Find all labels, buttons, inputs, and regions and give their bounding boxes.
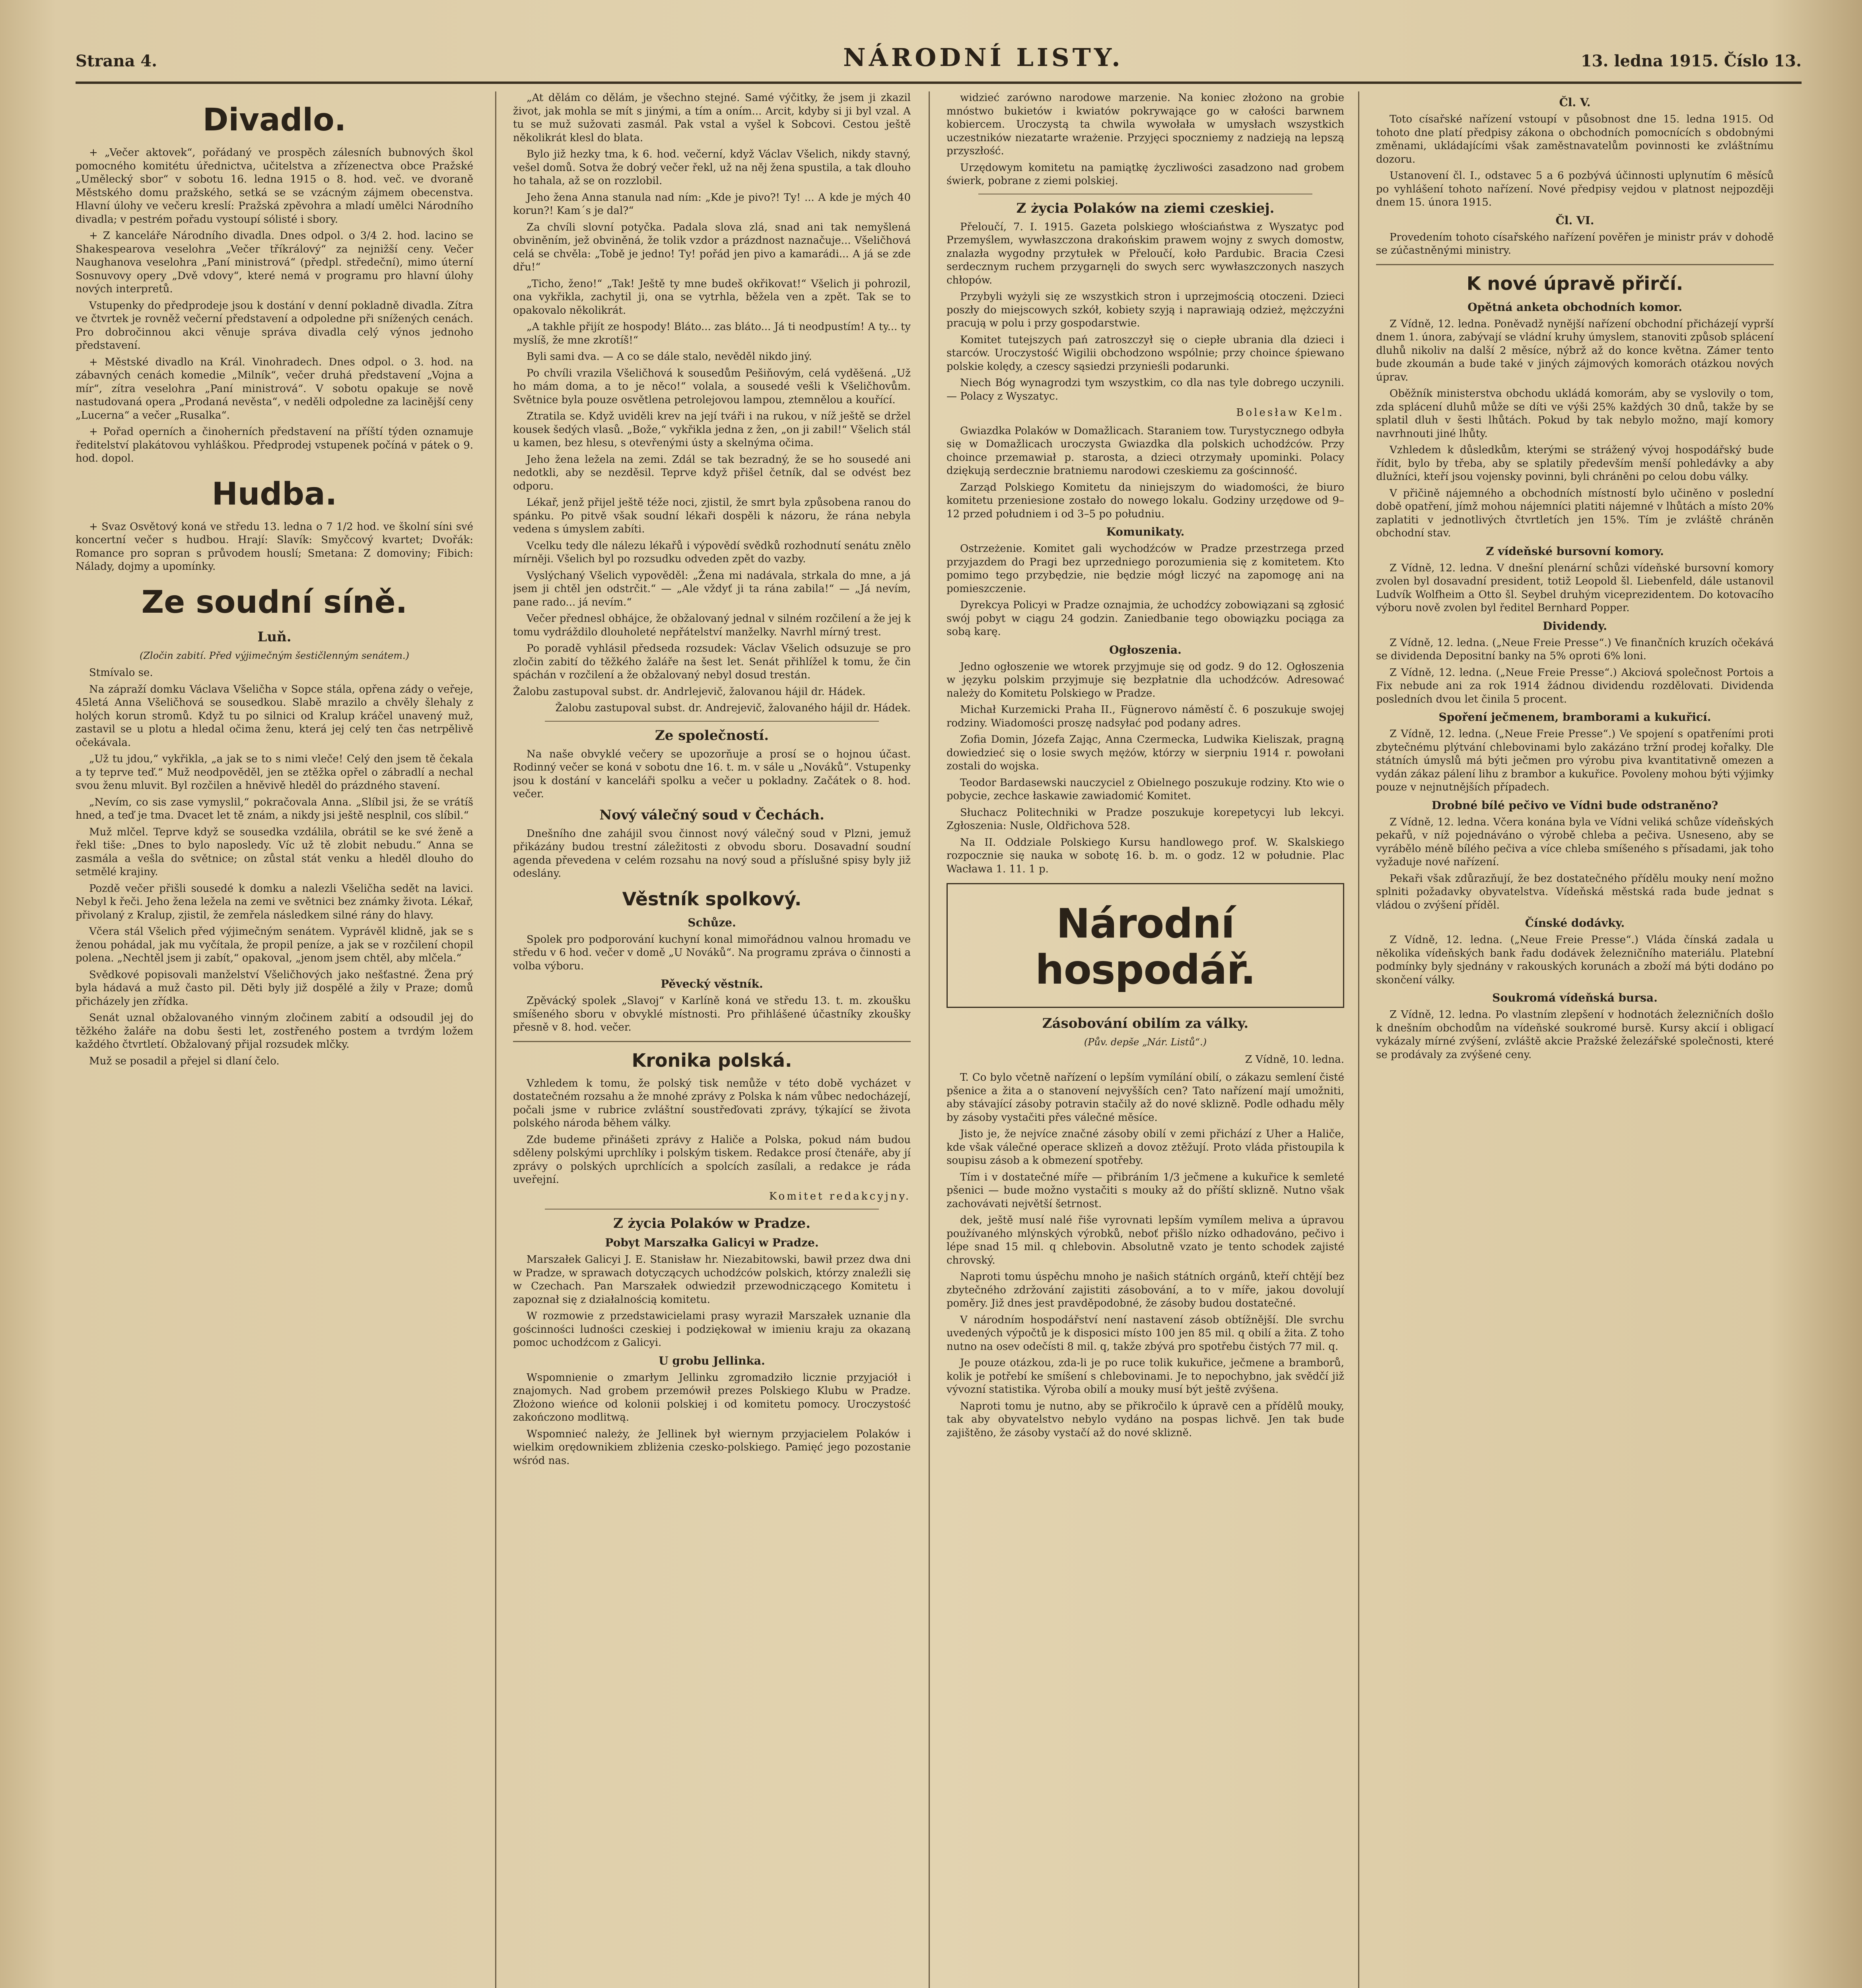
- article-paragraph: Pekaři však zdůrazňují, že bez dostatečného přídělu mouky není možno splniti požadavky obyvatelstva. Vídeňská městská rada bude jednat s vládou o zvýšení příděl.: [1376, 872, 1774, 911]
- article-paragraph: + „Večer aktovek“, pořádaný ve prospěch zálesních bubnových škol pomocného komitétu úřednictva, učitelstva a zřízenectva obce Pražské „Umělecký sbor“ v sobotu 16. ledna 1915 o 8. hod. več. ve dvoraně Městského domu pražského, setká se se vzácným zájmem obecenstva. Hlavní úlohy ve večeru kreslí: Pražská zpěvohra a mladí umělci Národního divadla; v pestrém pořadu vystoupí sólisté i sbory.: [76, 147, 473, 225]
- article-paragraph: Komitet tutejszych pań zatroszczył się o ciepłe ubrania dla dzieci i starców. Uroczystość Wigilii obchodzono wspólnie; przy choince śpiewano polskie kolędy, a czescy sąsiedzi przynieśli podarunki.: [947, 334, 1344, 373]
- article-paragraph: Na II. Oddziale Polskiego Kursu handlowego prof. W. Skalskiego rozpocznie się nauka w sobotę 16. b. m. o godz. 12 w południe. Plac Wacława 1. 11. 1 p.: [947, 836, 1344, 875]
- article-paragraph: Jisto je, že nejvíce značné zásoby obilí v zemi přichází z Uher a Haliče, kde však válečné operace sklizeň a dovoz ztěžují. Proto vláda přistoupila k soupisu zásob a k obmezení spotřeby.: [947, 1128, 1344, 1167]
- article-paragraph: Jeho žena ležela na zemi. Zdál se tak bezradný, že se ho sousedé ani nedotkli, aby se nezděsil. Teprve když přišel četník, dal se odvést bez odporu.: [513, 453, 911, 492]
- column-divider: [495, 91, 496, 1988]
- column-1: [76, 91, 473, 1988]
- article-paragraph: Z Vídně, 12. ledna. („Neue Freie Presse“.) Akciová společnost Portois a Fix nebude ani za rok 1914 žádnou dividendu rozdělovati. Dividenda posledních dvou let činila 5 procent.: [1376, 666, 1774, 705]
- article-paragraph: widzieć zarówno narodowe marzenie. Na koniec złożono na grobie mnóstwo bukietów i kwiatów pokrywające go w całości barwnem kobiercem. Uroczystą ta chwila wywołała w umysłach wszystkich uczestników niezatarte wrażenie. Przyjęci spoczniemy z nadzieją na lepszą przyszłość.: [947, 92, 1344, 157]
- article-paragraph: Z Vídně, 12. ledna. („Neue Freie Presse“.) Ve finančních kruzích očekává se dividenda Depositní banky na 5% oproti 6% loni.: [1376, 637, 1774, 662]
- article-paragraph: Z Vídně, 12. ledna. Včera konána byla ve Vídni veliká schůze vídeňských pekařů, v níž pojednáváno o výrobě chleba a pečiva. Usneseno, aby se vyrábělo méně bílého pečiva a více chleba smíšeného s přísadami, jak toho vyžaduje nové nařízení.: [1376, 816, 1774, 868]
- article-paragraph: Zde budeme přinášeti zprávy z Haliče a Polska, pokud nám budou sděleny polskými uprchlíky i polským tiskem. Redakce prosí čtenáře, aby jí zprávy o polských uprchlících a spolcích zasílali, a redakce je ráda uveřejní.: [513, 1134, 911, 1186]
- article-paragraph: + Městské divadlo na Král. Vinohradech. Dnes odpol. o 3. hod. na zábavných cenách komedie „Milník“, večer druhá představení „Vojna a mír“, zítra veselohra „Paní ministrová“. V sobotu opakuje se nově nastudovaná opera „Prodaná nevěsta“, v neděli odpoledne za lacinější ceny „Lucerna“ a večer „Rusalka“.: [76, 356, 473, 421]
- article-paragraph: Jeho žena Anna stanula nad ním: „Kde je pivo?! Ty! ... A kde je mých 40 korun?! Kam´s je dal?“: [513, 191, 911, 217]
- masthead: [76, 40, 1802, 80]
- hudba-heading: Hudba.: [212, 476, 337, 512]
- column-3: [947, 91, 1344, 1988]
- article-paragraph: Zarząd Polskiego Komitetu da niniejszym do wiadomości, że biuro komitetu przeniesione zostało do nowego lokalu. Godziny urzędowe od 9–12 przed południem i od 3–5 po południu.: [947, 481, 1344, 520]
- soudni-subheading: Luň.: [257, 629, 292, 645]
- article-paragraph: Naproti tomu je nutno, aby se přikročilo k úpravě cen a přídělů mouky, tak aby obyvatelstvo nebylo vydáno na pospas lichvě. Jen tak bude zajištěno, že zásoby vystačí až do nové sklizně.: [947, 1400, 1344, 1439]
- article-paragraph: Za chvíli slovní potyčka. Padala slova zlá, snad ani tak nemyšlená obviněním, jež obviněná, že tolik vzdor a prázdnost naznačuje... Všeličhová celá se chvěla: „Tobě je jedno! Ty! pořád jen pivo a kamarádi... A já se zde dřu!“: [513, 221, 911, 273]
- pecivo-heading: Drobné bílé pečivo ve Vídni bude odstraněno?: [1431, 798, 1718, 812]
- article-paragraph: Przybyli wyżyli się ze wszystkich stron i uprzejmością otoczeni. Dzieci poszły do miejscowych szkół, kobiety szyją i naprawiają odzież, mężczyźni pracują w polu i przy gospodarstwie.: [947, 291, 1344, 329]
- article-paragraph: Z Vídně, 12. ledna. („Neue Freie Presse“.) Ve spojení s opatřeními proti zbytečnému plýtvání chlebovinami bylo zakázáno tržní prodej kořalky. Dle státních úmyslů má býti ječmen pro výrobu piva kvantitativně omezen a vydán zákaz pálení lihu z brambor a kukuřice. Povoleny mohou býti výjimky pouze v nejnutnějších případech.: [1376, 728, 1774, 793]
- article-paragraph: Provedením tohoto císařského nařízení pověřen je ministr práv v dohodě se zúčastněnými ministry.: [1376, 231, 1774, 256]
- article-paragraph: + Pořad operních a činoherních představení na příští týden oznamuje ředitelství plakátovou vyhláškou. Předprodej vstupenek počíná v pátek o 9. hod. dopol.: [76, 426, 473, 464]
- article-paragraph: Urzędowym komitetu na pamiątkę życzliwości zasadzono nad grobem świerk, pobrane z ziemi polskiej.: [947, 161, 1344, 187]
- article-paragraph: Na naše obvyklé večery se upozorňuje a prosí se o hojnou účast. Rodinný večer se koná v sobotu dne 16. t. m. v sále u „Nováků“. Vstupenky jsou k dostání v kanceláři spolku a večer u pokladny. Začátek o 8. hod. večer.: [513, 748, 911, 800]
- article-paragraph: Zpěvácký spolek „Slavoj“ v Karlíně koná ve středu 13. t. m. zkoušku smíšeného sboru v obvyklé místnosti. Pro přihlášené účastníky zkoušky přesně v 8. hod. večer.: [513, 995, 911, 1033]
- ogloszenia-heading: Ogłoszenia.: [1109, 643, 1182, 656]
- article-paragraph: Gwiazdka Polaków w Domažlicach. Staraniem tow. Turystycznego odbyła się w Domažlicach uroczysta Gwiazdka dla polskich uchodźców. Przy choince przemawiał p. starosta, a dzieci otrzymały upominki. Polacy dziękują serdecznie bratniemu narodowi czeskiemu za gościnność.: [947, 425, 1344, 477]
- article-paragraph: Oběžník ministerstva obchodu ukládá komorám, aby se vyslovily o tom, zda splácení dluhů může se díti ve výši 25% každých 30 dnů, takže by se splatil dluh v šesti lhůtách. Pokud by tak nebylo možno, mají komory navrhnouti jiné lhůty.: [1376, 388, 1774, 440]
- separator: [513, 1041, 911, 1042]
- article-paragraph: Byli sami dva. — A co se dále stalo, nevěděl nikdo jiný.: [527, 351, 812, 363]
- kronika-heading: Kronika polská.: [632, 1049, 792, 1071]
- divadlo-heading: Divadlo.: [202, 102, 346, 138]
- article-paragraph: Večer přednesl obhájce, že obžalovaný jednal v silném rozčilení a že jej k tomu vydráždilo dlouholeté nepřátelství manželky. Navrhl mírný trest.: [513, 613, 911, 638]
- article-paragraph: dek, ještě musí nalé řiše vyrovnati lepším vymílem meliva a úpravou používaného mlýnských výrobků, neboť přišlo nízko odhadováno, pečivo i lépe snad 15 mil. q chlebovin. Absolutně vzato je tento schodek zajisté chrovský.: [947, 1214, 1344, 1266]
- article-paragraph: W rozmowie z przedstawicielami prasy wyraził Marszałek uznanie dla gościnności ludności czeskiej i podziękował w imieniu kraju za okazaną pomoc uchodźcom z Galicyi.: [513, 1310, 911, 1349]
- separator: [545, 721, 879, 722]
- zasobovani-source: (Pův. depše „Nár. Listů“.): [1084, 1037, 1207, 1048]
- zycia-heading: Z życia Polaków w Pradze.: [613, 1215, 810, 1231]
- article-paragraph: „Už tu jdou,“ vykřikla, „a jak se to s nimi vleče! Celý den jsem tě čekala a ty teprve teď.“ Muž neodpověděl, jen se ztěžka opřel o zábradlí a nechal svou ženu mluvit. Byl rozčilen a hněvivě hleděl do prázdného stavení.: [76, 753, 473, 792]
- article-paragraph: „A takhle přijít ze hospody! Bláto... zas bláto... Já ti neodpustím! A ty... ty myslíš, že mne zkrotíš!“: [513, 321, 911, 346]
- grob-heading: U grobu Jellinka.: [659, 1354, 765, 1367]
- date-issue: 13. ledna 1915. Číslo 13.: [1580, 52, 1802, 70]
- article-paragraph: „Ticho, ženo!“ „Tak! Ještě ty mne budeš okřikovat!“ Všelich ji pohrozil, ona vykřikla, zachytil ji, ona se vytrhla, běžela ven a zpět. Tak se to opakovalo několikrát.: [513, 278, 911, 316]
- article-paragraph: Z Vídně, 12. ledna. V dnešní plenární schůzi vídeňské bursovní komory zvolen byl dosavadní president, totiž Leopold šl. Liebenfeld, dále ustanovil Ludvík Wolfheim a Otto šl. Seybel druhým viceprezidentem. Do kotovacího výboru nově zvolen byl ředitel Bernhard Popper.: [1376, 562, 1774, 614]
- column-divider: [929, 91, 930, 1988]
- zasobovani-dateline: Z Vídně, 10. ledna.: [1245, 1053, 1344, 1066]
- article-paragraph: Žalobu zastupoval subst. dr. Andrlejevič, žalovanou hájil dr. Hádek.: [513, 685, 866, 698]
- article-heading: Čl. VI.: [1555, 214, 1594, 227]
- article-paragraph: Z Vídně, 12. ledna. Poněvadž nynější nařízení obchodní přicházejí vyprší dnem 1. února, zabývají se vládní kruhy úmyslem, stanoviti způsob splácení dluhů nikoliv na další 2 měsíce, nýbrž až do konce května. Zámer tento bude zkoumán a bude také v jiných zájmových komorách otázkou nových úprav.: [1376, 318, 1774, 383]
- article-paragraph: Dnešního dne zahájil svou činnost nový válečný soud v Plzni, jemuž přikázány budou trestní záležitosti z obvodu sboru. Dosavadní soudní agenda převedena v celém rozsahu na nový soud a příslušné spisy byly již odeslány.: [513, 827, 911, 879]
- article-paragraph: Muž se posadil a přejel si dlaní čelo.: [89, 1055, 280, 1067]
- article-paragraph: Dyrekcya Policyi w Pradze oznajmia, że uchodźcy zobowiązani są zgłosić swój pobyt w ciągu 24 godzin. Zaniedbanie tego obowiązku pociąga za sobą karę.: [947, 599, 1344, 638]
- bursa-heading: Z vídeňské bursovní komory.: [1486, 544, 1664, 558]
- prirci-heading: K nové úpravě přirčí.: [1466, 272, 1683, 294]
- article-paragraph: Stmívalo se.: [89, 667, 153, 679]
- article-paragraph: Wspomnieć należy, że Jellinek był wiernym przyjacielem Polaków i wielkim orędownikiem zbliżenia czesko-polskiego. Pamięć jego pozostanie wśród nas.: [513, 1428, 911, 1467]
- cinske-heading: Čínské dodávky.: [1525, 916, 1625, 930]
- article-paragraph: Zofia Domin, Józefa Zając, Anna Czermecka, Ludwika Kieliszak, pragną dowiedzieć się o losie swych mężów, którzy w sierpniu 1914 r. powołani zostali do wojska.: [947, 734, 1344, 772]
- sporeni-heading: Spoření ječmenem, bramborami a kukuřicí.: [1438, 711, 1711, 724]
- article-paragraph: Michał Kurzemicki Praha II., Fügnerovo náměstí č. 6 poszukuje swojej rodziny. Wiadomości proszę nadsyłać pod podany adres.: [947, 704, 1344, 729]
- article-paragraph: Wspomnienie o zmarłym Jellinku zgromadziło licznie przyjaciół i znajomych. Nad grobem przemówił prezes Polskiego Klubu w Pradze. Złożono wieńce od kolonii polskiej i od komitetu pomocy. Uroczystość zakończono modlitwą.: [513, 1371, 911, 1423]
- article-paragraph: Vstupenky do předprodeje jsou k dostání v denní pokladně divadla. Zítra ve čtvrtek je rovněž večerní představení a odpoledne při snížených cenách. Pro dobročinnou akci věnuje správa divadla celý výnos jednoho představení.: [76, 299, 473, 351]
- soud-heading: Nový válečný soud v Čechách.: [599, 807, 824, 823]
- soudni-note: (Zločin zabití. Před výjimečným šestičlenným senátem.): [139, 650, 409, 661]
- article-paragraph: V přičině nájemného a obchodních místností bylo učiněno v poslední době opatření, jímž mohou nájemníci platiti nájemné v lhůtách a místo 20% zaplatiti v jednotlivých čtvrtletích jen 15%. Tím je zvláště chráněn obchodní stav.: [1376, 487, 1774, 539]
- article-paragraph: Včera stál Všelich před výjimečným senátem. Vyprávěl klidně, jak se s ženou pohádal, jak mu vyčítala, že propil peníze, a jak se v rozčilení chopil polena. „Nechtěl jsem ji zabít,“ opakoval, „jenom jsem chtěl, aby mlčela.“: [76, 926, 473, 964]
- article-paragraph: Słuchacz Politechniki w Pradze poszukuje korepetycyi lub lekcyi. Zgłoszenia: Nusle, Oldřichova 528.: [947, 806, 1344, 832]
- article-paragraph: Vzhledem k tomu, že polský tisk nemůže v této době vycházet v dostatečném rozsahu a že mnohé zprávy z Polska k nám vůbec nedocházejí, počali jsme v rubrice zvláštní soustřeďovati zprávy, týkající se života polského národa během války.: [513, 1077, 911, 1129]
- kronika-signature: Komitet redakcyjny.: [769, 1190, 911, 1202]
- article-paragraph: Vyslýchaný Všelich vypověděl: „Žena mi nadávala, strkala do mne, a já jsem ji chtěl jen odstrčit.“ — „Ale vždyť ji ta rána zabila!“ — „Já nevím, pane rado... já nevím.“: [513, 569, 911, 608]
- article-signature: Bolesław Kelm.: [1236, 407, 1344, 419]
- article-paragraph: Z Vídně, 12. ledna. („Neue Freie Presse“.) Vláda čínská zadala u několika vídeňských bank řadu dodávek železničního materiálu. Platební podmínky byly sjednány v rakouských korunách a zboží má býti dodáno po skončení války.: [1376, 934, 1774, 986]
- article-paragraph: Naproti tomu úspěchu mnoho je našich státních orgánů, kteří chtějí bez zbytečného zdržování zajistiti zásobování, a to v míře, jakou dovolují poměry. Již dnes jest pravděpodobné, že zásoby budou dostatečné.: [947, 1271, 1344, 1309]
- article-paragraph: Teodor Bardasewski nauczyciel z Obielnego poszukuje rodziny. Kto wie o pobycie, zechce łaskawie zawiadomić Komitet.: [947, 777, 1344, 802]
- prirci-subheading: Opětná anketa obchodních komor.: [1467, 300, 1682, 314]
- column-2: [513, 91, 911, 1988]
- article-paragraph: Svědkové popisovali manželství Všeličhových jako nešťastné. Žena prý byla hádavá a muž často pil. Děti byly již dospělé a žily v Praze; domů přicházely jen zřídka.: [76, 969, 473, 1008]
- column-4: [1376, 91, 1774, 1988]
- article-paragraph: Vzhledem k důsledkům, kterými se strážený vývoj hospodářský bude řídit, bylo by třeba, aby se splatily především menší pohledávky a aby dlužníci, kteří jsou vojensky povinni, byli chráněni po celou dobu války.: [1376, 444, 1774, 483]
- page-label: Strana 4.: [76, 52, 157, 70]
- zasobovani-heading: Zásobování obilím za války.: [1042, 1015, 1249, 1031]
- article-paragraph: Jedno ogłoszenie we wtorek przyjmuje się od godz. 9 do 12. Ogłoszenia w języku polskim przyjmuje się bezpłatnie dla uchodźców. Adresować należy do Komitetu Polskiego w Pradze.: [947, 660, 1344, 699]
- article-paragraph: + Svaz Osvětový koná ve středu 13. ledna o 7 1/2 hod. ve školní síni své koncertní večer s hudbou. Hrají: Slavík: Smyčcový kvartet; Dvořák: Romance pro sopran s průvodem houslí; Smetana: Z domoviny; Fibich: Nálady, dojmy a upomínky.: [76, 520, 473, 573]
- article-paragraph: Z Vídně, 12. ledna. Po vlastním zlepšení v hodnotách železničních došlo k dnešním obchodům na vídeňské soukromé bursě. Kursy akcií i obligací vykázaly mírné zvýšení, zvláště akcie Pražské železářské společnosti, které se prodávaly za zvýšené ceny.: [1376, 1009, 1774, 1061]
- hospodar-heading: Národní hospodář.: [1035, 900, 1256, 994]
- column-divider: [1358, 91, 1359, 1988]
- article-paragraph: Muž mlčel. Teprve když se sousedka vzdálila, obrátil se ke své ženě a řekl tiše: „Dnes to bylo naposledy. Víc už tě zlobit nebudu.“ Anna se zasmála a vešla do světnice; on zůstal stát venku a hleděl dlouho do setmělé krajiny.: [76, 826, 473, 878]
- article-paragraph: Je pouze otázkou, zda-li je po ruce tolik kukuřice, ječmene a bramborů, kolik je potřebí ke smíšení s chlebovinami. Je to nepochybno, jak svědčí již vývozní statistika. Výroba obilí a mouky musí být ještě zvýšena.: [947, 1357, 1344, 1396]
- article-paragraph: „At dělám co dělám, je všechno stejné. Samé výčitky, že jsem ji zkazil život, jak mohla se mít s jinými, a tím a oním... Arcit, kdyby si ji byl vzal. A tu se muž sužovati zasmál. Pak vstal a vyšel k Sobcovi. Cestou ještě několikrát klesl do blata.: [513, 92, 911, 144]
- zycia2-heading: Z życia Polaków na ziemi czeskiej.: [1016, 200, 1275, 216]
- article-paragraph: Toto císařské nařízení vstoupí v působnost dne 15. ledna 1915. Od tohoto dne platí předpisy zákona o obchodních pomocnících s obdobnými změnami, ukládajícími však zaměstnavatelům povinnosti ke zvláštnímu dozoru.: [1376, 113, 1774, 165]
- article-paragraph: Ostrzeżenie. Komitet gali wychodźców w Pradze przestrzega przed przyjazdem do Pragi bez uprzedniego porozumienia się z komitetem. Kto pomimo tego przybędzie, nie będzie mógł liczyć na zapomogę ani na pomieszczenie.: [947, 543, 1344, 595]
- article-signature: Žalobu zastupoval subst. dr. Andrejevič, žalovaného hájil dr. Hádek.: [555, 702, 911, 714]
- separator: [1376, 264, 1774, 265]
- article-paragraph: Ustanovení čl. I., odstavec 5 a 6 pozbývá účinnosti uplynutím 6 měsíců po vyhlášení tohoto nařízení. Nové předpisy vejdou v platnost nejpozději dnem 15. února 1915.: [1376, 170, 1774, 208]
- article-paragraph: Přeloučí, 7. I. 1915. Gazeta polskiego włościaństwa z Wyszatyc pod Przemyślem, wywłaszczona drakońskim prawem wojny z swych domostw, znalazła wygodny przytułek w Přeloučí, koło Pardubic. Bracia Czesi serdecznym ruchem przygarnęli do swych serc wywłaszczonych naszych chłopów.: [947, 221, 1344, 286]
- article-paragraph: „Nevím, co sis zase vymyslil,“ pokračovala Anna. „Slíbil jsi, že se vrátíš hned, a teď je tma. Dvacet let tě znám, a nikdy jsi ještě nesplnil, cos slíbil.“: [76, 796, 473, 821]
- article-paragraph: Ztratila se. Když uviděli krev na její tváři i na rukou, v níž ještě se držel kousek šedých vlasů. „Bože,“ vykřikla jedna z žen, „on ji zabil!“ Všelich stál u kamen, bez hlesu, s otevřenými ústy a skelnýma očima.: [513, 410, 911, 449]
- top-rule: [76, 82, 1802, 84]
- article-paragraph: Spolek pro podporování kuchyní konal mimořádnou valnou hromadu ve středu v 6 hod. večer v domě „U Nováků“. Na programu zpráva o činnosti a volba výboru.: [513, 933, 911, 972]
- schuze-heading: Schůze.: [688, 916, 736, 929]
- pevecky-heading: Pěvecký věstník.: [661, 977, 763, 990]
- article-paragraph: T. Co bylo včetně nařízení o lepším vymílání obilí, o zákazu semlení čisté pšenice a žita a o stanovení nejvyšších cen? Tato nařízení mají umožniti, aby stávající zásoby potravin stačily až do nové sklizně. Podle odhadu měly by zásoby vystačiti přes válečné měsíce.: [947, 1072, 1344, 1124]
- article-paragraph: Bylo již hezky tma, k 6. hod. večerní, když Václav Všelich, nikdy stavný, vešel domů. Sotva že dobrý večer řekl, už na něj žena spustila, a tak dlouho ho tahala, až se on rozzlobil.: [513, 148, 911, 187]
- article-paragraph: Senát uznal obžalovaného vinným zločinem zabití a odsoudil jej do těžkého žaláře na dobu šesti let, zostřeného postem a tvrdým ložem každého čtvrtletí. Obžalovaný přijal rozsudek mlčky.: [76, 1012, 473, 1050]
- article-paragraph: Lékař, jenž přijel ještě téže noci, zjistil, že smrt byla způsobena ranou do spánku. Po pitvě však soudní lékaři dospěli k názoru, že rána nebyla vedena s úmyslem zabíti.: [513, 497, 911, 535]
- hospodar-box: [947, 883, 1344, 1008]
- spolecnosti-heading: Ze společností.: [655, 727, 769, 744]
- article-paragraph: V národním hospodářství není nastavení zásob obtížnější. Dle svrchu uvedených výpočtů je k disposici místo 100 jen 85 mil. q obilí a žita. Z toho nutno na osev odečísti 8 mil. q, takže zbývá pro spotřebu čistých 77 mil. q.: [947, 1314, 1344, 1353]
- soukroma-bursa-heading: Soukromá vídeňská bursa.: [1492, 991, 1658, 1004]
- soudni-heading: Ze soudní síně.: [141, 584, 408, 620]
- article-heading: Čl. V.: [1559, 96, 1591, 109]
- paper-title: NÁRODNÍ LISTY.: [843, 43, 1123, 72]
- komunikaty-heading: Komunikaty.: [1106, 525, 1185, 538]
- article-paragraph: Po chvíli vrazila Všeličhová k sousedům Pešiňovým, celá vyděšená. „Už ho mám doma, a to je něco!“ volala, a sousedé vešli k Všeličhovům. Světnice byla pouze osvětlena petrolejovou lampou, ztemnělou a kouřící.: [513, 367, 911, 406]
- article-paragraph: Vcelku tedy dle nálezu lékařů i výpovědí svědků rozhodnutí senátu znělo mírněji. Všelich byl po rozsudku odveden zpět do vazby.: [513, 540, 911, 565]
- article-paragraph: Marszałek Galicyi J. E. Stanisław hr. Niezabitowski, bawił przez dwa dni w Pradze, w sprawach dotyczących uchodźców polskich, którzy znaleźli się w Czechach. Pan Marszałek odwiedził przewodniczącego Komitetu i zapoznał się z działalnością komitetu.: [513, 1254, 911, 1306]
- article-paragraph: Niech Bóg wynagrodzi tym wszystkim, co dla nas tyle dobrego uczynili. — Polacy z Wyszatyc.: [947, 377, 1344, 402]
- article-paragraph: Pozdě večer přišli sousedé k domku a nalezli Všeličha sedět na lavici. Nebyl k řeči. Jeho žena ležela na zemi ve světnici bez známky života. Lékař, přivolaný z Kralup, zjistil, že zemřela následkem silné rány do hlavy.: [76, 882, 473, 921]
- article-paragraph: Na zápraží domku Václava Všeličha v Sopce stála, opřena zády o veřeje, 45letá Anna Všeličhová se sousedkou. Slabě mrazilo a chvěly šlehaly z holých korun stromů. Když tu po silnici od Kralup kráčel unavený muž, zastavil se u plotu a hledal očima ženu, která jej celý ten čas netrpělivě očekávala.: [76, 683, 473, 749]
- dividendy-heading: Dividendy.: [1543, 619, 1607, 633]
- article-paragraph: Tím i v dostatečné míře — přibráním 1/3 ječmene a kukuřice k semleté pšenici — bude možno vystačiti s mouky až do příští sklizně. Nutno však zachovávati největší šetrnost.: [947, 1171, 1344, 1210]
- zycia-subheading: Pobyt Marszałka Galicyi w Pradze.: [605, 1236, 819, 1249]
- article-paragraph: + Z kanceláře Národního divadla. Dnes odpol. o 3/4 2. hod. lacino se Shakespearova veselohra „Večer tříkrálový“ za nejnižší ceny. Večer Naughanova veselohra „Paní ministrová“ (předpl. středeční), mimo úterní Sosnuvovy opery „Dvě vdovy“, které nemá v programu pro hlavní úlohy nových interpretů.: [76, 230, 473, 295]
- vestnik-heading: Věstník spolkový.: [622, 888, 802, 910]
- article-paragraph: Po poradě vyhlásil předseda rozsudek: Václav Všelich odsuzuje se pro zločin zabití do těžkého žaláře na šest let. Senát přihlížel k tomu, že čin spáchán v rozčilení a že obžalovaný nebyl dosud trestán.: [513, 643, 911, 681]
